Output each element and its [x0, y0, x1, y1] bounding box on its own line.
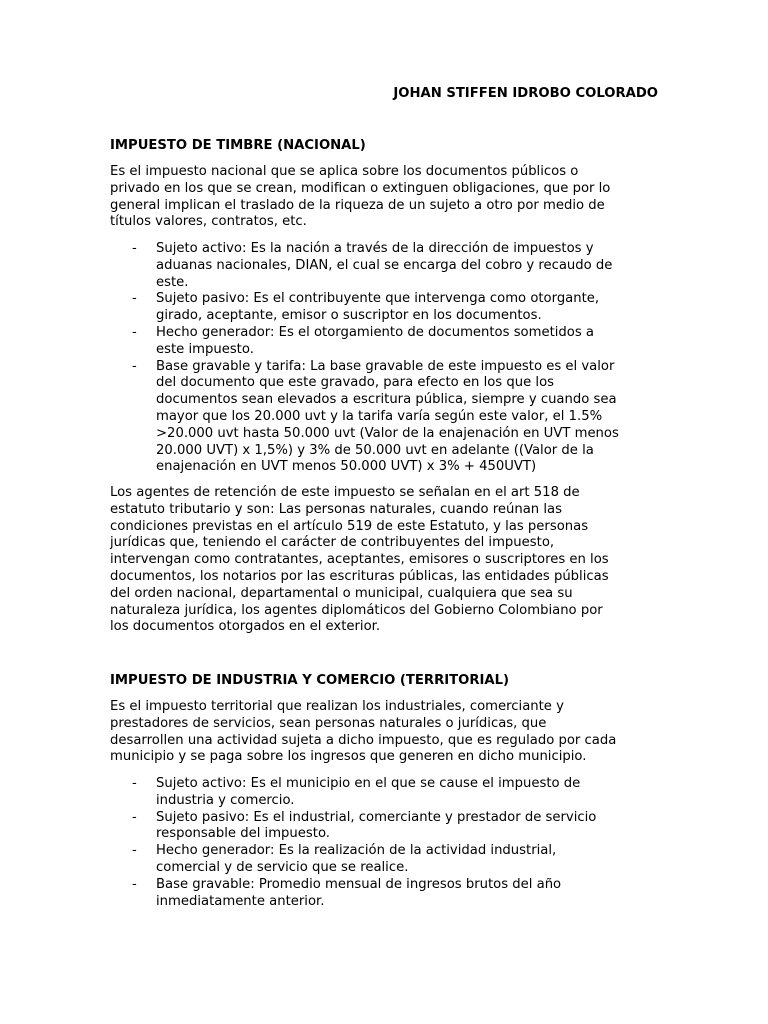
section-title-industria-comercio: IMPUESTO DE INDUSTRIA Y COMERCIO (TERRITORIAL)	[110, 673, 510, 688]
dash-bullet-icon: -	[132, 291, 137, 307]
text-line: Es el impuesto nacional que se aplica sobre los documentos públicos o	[110, 164, 579, 179]
text-line: comercial y de servicio que se realice.	[156, 859, 409, 875]
dash-bullet-icon: -	[132, 324, 137, 340]
text-line: >20.000 uvt hasta 50.000 uvt (Valor de la enajenación en UVT menos	[156, 425, 619, 441]
text-line: Los agentes de retención de este impuesto se señalan en el art 518 de	[110, 485, 580, 500]
text-line: estatuto tributario y son: Las personas naturales, cuando reúnan las	[110, 501, 562, 517]
text-line: girado, aceptante, emisor o suscriptor en los documentos.	[156, 308, 542, 324]
text-line: Sujeto activo: Es la nación a través de la dirección de impuestos y	[156, 241, 594, 256]
dash-bullet-icon: -	[132, 776, 137, 791]
dash-bullet-icon: -	[132, 843, 137, 859]
list-item	[110, 325, 670, 359]
text-line: Hecho generador: Es el otorgamiento de documentos sometidos a	[156, 324, 595, 340]
text-line: mayor que los 20.000 uvt y la tarifa varía según este valor, el 1.5%	[156, 408, 603, 424]
text-line: los documentos otorgados en el exterior.	[110, 619, 381, 635]
dash-bullet-icon: -	[132, 876, 137, 892]
text-line: condiciones previstas en el artículo 519 de este Estatuto, y las personas	[110, 518, 589, 534]
text-line: intervengan como contratantes, aceptantes, emisores o suscriptores en los	[110, 552, 609, 568]
text-line: jurídicas que, teniendo el carácter de contribuyentes del impuesto,	[110, 535, 555, 551]
paragraph-timbre-closing	[110, 485, 670, 636]
text-line: Base gravable: Promedio mensual de ingresos brutos del año	[156, 876, 562, 892]
text-line: general implican el traslado de la riqueza de un sujeto a otro por medio de	[110, 197, 605, 213]
text-line: inmediatamente anterior.	[156, 893, 325, 909]
text-line: municipio y se paga sobre los ingresos que generen en dicho municipio.	[110, 749, 587, 765]
list-item	[110, 810, 670, 844]
list-item	[110, 776, 670, 810]
text-line: naturaleza jurídica, los agentes diplomáticos del Gobierno Colombiano por	[110, 602, 603, 618]
list-item	[110, 241, 670, 291]
paragraph-ica-intro	[110, 699, 670, 766]
text-line: 20.000 UVT) x 1,5%) y 3% de 50.000 uvt en adelante ((Valor de la	[156, 442, 594, 458]
text-line: este.	[156, 274, 189, 290]
text-line: industria y comercio.	[156, 792, 295, 808]
text-line: Es el impuesto territorial que realizan los industriales, comerciante y	[110, 699, 564, 714]
list-item	[110, 359, 670, 477]
paragraph-timbre-intro	[110, 164, 670, 231]
text-line: este impuesto.	[156, 341, 254, 357]
text-line: Sujeto activo: Es el municipio en el que se cause el impuesto de	[156, 776, 581, 791]
text-line: Hecho generador: Es la realización de la actividad industrial,	[156, 843, 557, 859]
dash-bullet-icon: -	[132, 241, 137, 256]
text-line: privado en los que se crean, modifican o extinguen obligaciones, que por lo	[110, 180, 611, 196]
author-name: JOHAN STIFFEN IDROBO COLORADO	[393, 86, 658, 101]
text-line: documentos sean elevados a escritura pública, siempre y cuando sea	[156, 392, 617, 408]
text-line: Base gravable y tarifa: La base gravable de este impuesto es el valor	[156, 358, 615, 374]
text-line: títulos valores, contratos, etc.	[110, 214, 307, 230]
dash-bullet-icon: -	[132, 358, 137, 374]
text-line: enajenación en UVT menos 50.000 UVT) x 3% + 450UVT)	[156, 459, 537, 475]
bullet-list-timbre	[110, 241, 670, 476]
bullet-list-ica	[110, 776, 670, 910]
list-item	[110, 843, 670, 877]
list-item	[110, 877, 670, 911]
text-line: Sujeto pasivo: Es el contribuyente que intervenga como otorgante,	[156, 291, 600, 307]
list-item	[110, 291, 670, 325]
text-line: responsable del impuesto.	[156, 826, 330, 842]
text-line: aduanas nacionales, DIAN, el cual se encarga del cobro y recaudo de	[156, 257, 613, 273]
text-line: del documento que este gravado, para efecto en los que los	[156, 375, 555, 391]
text-line: desarrollen una actividad sujeta a dicho impuesto, que es regulado por cada	[110, 732, 617, 748]
text-line: prestadores de servicios, sean personas naturales o jurídicas, que	[110, 715, 547, 731]
dash-bullet-icon: -	[132, 809, 137, 825]
text-line: del orden nacional, departamental o municipal, cualquiera que sea su	[110, 585, 573, 601]
text-line: Sujeto pasivo: Es el industrial, comerciante y prestador de servicio	[156, 809, 597, 825]
text-line: documentos, los notarios por las escrituras públicas, las entidades públicas	[110, 568, 609, 584]
section-title-timbre: IMPUESTO DE TIMBRE (NACIONAL)	[110, 138, 366, 153]
